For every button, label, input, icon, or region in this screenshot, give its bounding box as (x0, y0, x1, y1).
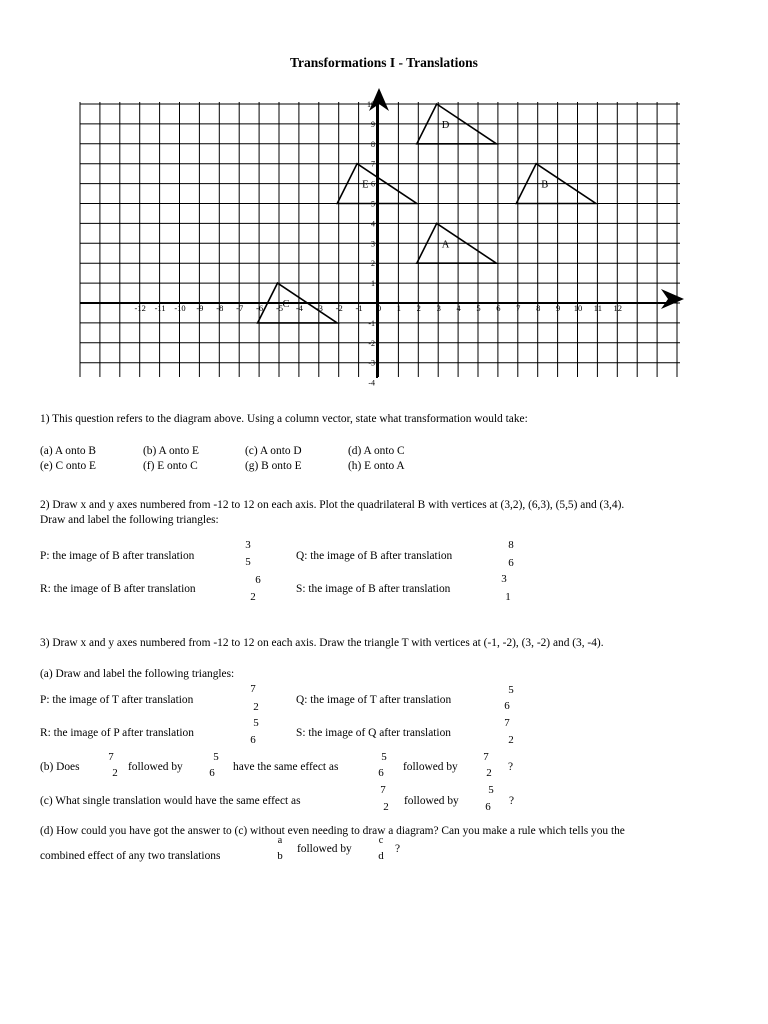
triangle-label-c: C (282, 299, 290, 311)
q3-c-v1-bottom: 2 (383, 801, 389, 813)
q1-item-f: (f) E onto C (143, 460, 198, 472)
x-tick-label: -12 (134, 302, 146, 313)
x-tick-label: -6 (256, 302, 264, 313)
q3-c-question-mark: ? (509, 795, 515, 807)
q1-item-b: (b) A onto E (143, 445, 200, 457)
x-tick-label: -8 (216, 302, 224, 313)
q1-item-d: (d) A onto C (348, 445, 405, 457)
q3-d-line2: combined effect of any two translations (40, 850, 221, 862)
q3-b-same-effect: have the same effect as (233, 761, 339, 773)
q2-s: S: the image of B after translation (296, 583, 451, 595)
q2-r-vector-bottom: 2 (250, 591, 256, 603)
y-tick-label: 4 (371, 219, 375, 229)
q3-c-label: (c) What single translation would have the same effect as (40, 795, 301, 807)
q3-q-vector-bottom: 6 (504, 700, 510, 712)
x-tick-label: 12 (613, 302, 623, 313)
q3-b-v1-bottom: 2 (112, 767, 118, 779)
q3-c-followed-by: followed by (404, 795, 459, 807)
x-tick-label: -5 (275, 302, 284, 313)
q3-d-vector-b: b (277, 850, 283, 862)
grid-lines (80, 102, 680, 377)
q2-q-vector-top: 8 (508, 539, 514, 551)
q2-p: P: the image of B after translation (40, 550, 195, 562)
x-tick-label: -1 (355, 302, 363, 313)
x-tick-label: 2 (416, 302, 421, 313)
coordinate-grid (0, 0, 768, 400)
q3-c-v2-top: 5 (488, 784, 494, 796)
q1-item-c: (c) A onto D (245, 445, 302, 457)
y-tick-label: -4 (368, 378, 375, 388)
q3-a: (a) Draw and label the following triangles: (40, 668, 235, 680)
x-tick-label: 3 (436, 302, 441, 313)
x-axis-tick-labels (135, 303, 623, 313)
q3-p: P: the image of T after translation (40, 694, 194, 706)
q3-r: R: the image of P after translation (40, 727, 194, 739)
q3-d-vector-a: a (277, 835, 283, 846)
y-tick-label: 9 (371, 119, 375, 129)
triangle-label-a: A (441, 239, 450, 251)
axes (80, 88, 684, 378)
q3-c-v1-top: 7 (380, 784, 386, 796)
x-tick-label: -7 (236, 302, 244, 313)
q1-intro: 1) This question refers to the diagram above. Using a column vector, state what transformation would take: (40, 413, 528, 425)
q2-line2: Draw and label the following triangles: (40, 514, 219, 526)
x-tick-label: 9 (555, 302, 561, 313)
x-tick-label: 8 (536, 302, 541, 313)
q1-item-h: (h) E onto A (348, 460, 405, 472)
y-tick-label: 8 (371, 139, 375, 149)
q3-d-question-mark: ? (395, 843, 401, 855)
q2-r-vector-top: 6 (255, 574, 261, 586)
q3-d-followed-by: followed by (297, 843, 352, 855)
triangles (258, 104, 596, 323)
q3-d-vector-c: c (378, 835, 384, 846)
x-tick-label: -11 (154, 302, 166, 313)
y-tick-label: 6 (371, 179, 375, 189)
triangle-label-e: E (362, 179, 369, 191)
x-tick-label: 1 (396, 302, 402, 313)
q2-q: Q: the image of B after translation (296, 550, 453, 562)
q3-b-v4-bottom: 2 (486, 767, 492, 779)
y-tick-label: -3 (368, 358, 375, 368)
q2-p-vector-bottom: 5 (245, 556, 251, 568)
triangle-label-b: B (541, 179, 549, 191)
q3-b-followed-by-2: followed by (403, 761, 458, 773)
x-tick-label: -2 (335, 302, 343, 313)
q1-item-e: (e) C onto E (40, 460, 96, 472)
q3-s-vector-top: 7 (504, 717, 510, 729)
page-title: Transformations I - Translations (290, 55, 478, 70)
x-tick-label: 7 (516, 302, 521, 313)
y-tick-label: -1 (368, 318, 375, 328)
q3-d-line1: (d) How could you have got the answer to (c) without even needing to draw a diagram? Can you make a rule which tells you the (40, 825, 625, 837)
q2-p-vector-top: 3 (245, 539, 251, 551)
q3-b-v1-top: 7 (108, 751, 114, 763)
x-tick-label: 10 (573, 302, 583, 313)
q3-q-vector-top: 5 (508, 684, 514, 696)
y-tick-label: 3 (371, 239, 375, 249)
q3-b-v3-bottom: 6 (378, 767, 384, 779)
q2-line1: 2) Draw x and y axes numbered from -12 to 12 on each axis. Plot the quadrilateral B with vertices at (3,2), (6,3), (5,5) and (3,4). (40, 499, 625, 511)
x-axis-arrowhead (661, 289, 684, 309)
q1-item-g: (g) B onto E (245, 460, 302, 472)
x-tick-label: -4 (295, 302, 303, 313)
q3-p-vector-top: 7 (250, 683, 256, 695)
y-tick-label: 5 (371, 199, 375, 209)
x-tick-label: 11 (593, 302, 602, 313)
q3-b-label: (b) Does (40, 761, 80, 773)
q3-line1: 3) Draw x and y axes numbered from -12 to 12 on each axis. Draw the triangle T with vertices at (-1, -2), (3, -2) and (3, -4). (40, 637, 604, 649)
q3-d-vector-d: d (378, 850, 384, 862)
q3-b-v2-top: 5 (213, 751, 219, 763)
x-tick-label: 0 (376, 302, 382, 313)
y-tick-label: 7 (371, 159, 375, 169)
q2-s-vector-top: 3 (501, 573, 507, 585)
x-tick-label: 4 (456, 302, 461, 313)
triangle-label-d: D (441, 120, 450, 131)
q3-r-vector-top: 5 (253, 717, 259, 729)
q3-p-vector-bottom: 2 (253, 701, 259, 713)
q3-r-vector-bottom: 6 (250, 734, 256, 746)
q3-b-question-mark: ? (508, 761, 514, 773)
q3-c-v2-bottom: 6 (485, 801, 491, 813)
y-tick-label: -2 (368, 338, 375, 348)
q2-s-vector-bottom: 1 (505, 591, 511, 603)
x-tick-label: 5 (476, 302, 481, 313)
x-tick-label: -10 (174, 302, 186, 313)
x-tick-label: 6 (496, 302, 501, 313)
q3-q: Q: the image of T after translation (296, 694, 452, 706)
x-tick-label: -9 (196, 302, 204, 313)
q3-s: S: the image of Q after translation (296, 727, 451, 739)
q2-r: R: the image of B after translation (40, 583, 196, 595)
q3-b-v2-bottom: 6 (209, 767, 215, 779)
y-tick-label: 2 (371, 259, 375, 269)
q3-b-v3-top: 5 (381, 751, 387, 763)
q2-q-vector-bottom: 6 (508, 557, 514, 569)
y-tick-label: 10 (367, 100, 375, 109)
q3-b-v4-top: 7 (483, 751, 489, 763)
y-tick-label: 1 (371, 279, 375, 289)
q1-item-a: (a) A onto B (40, 445, 97, 457)
x-tick-label: -3 (315, 302, 323, 313)
q3-s-vector-bottom: 2 (508, 734, 514, 746)
q3-b-followed-by-1: followed by (128, 761, 183, 773)
